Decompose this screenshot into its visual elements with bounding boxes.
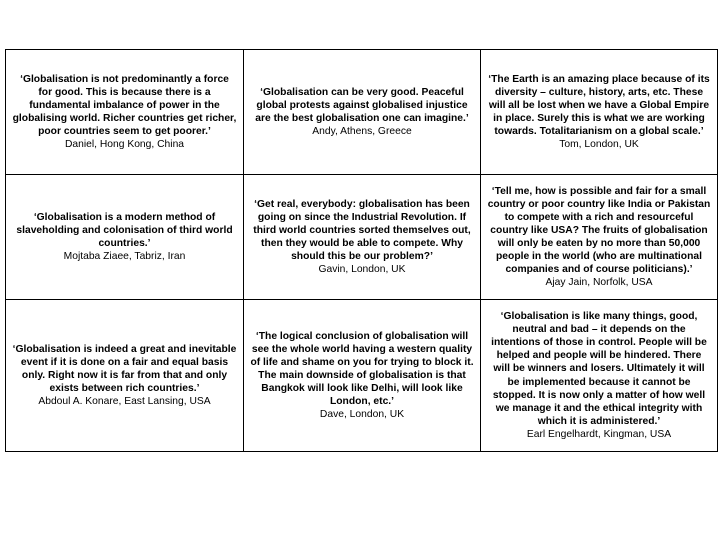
quote-cell [244,175,481,300]
quote-cell [6,175,244,300]
grid-row [6,175,718,300]
quote-text: ‘Globalisation can be very good. Peaceful global protests against globalised injustice are the best globalisation one can imagine.’ [255,86,469,124]
grid-row [6,300,718,452]
quote-cell [6,300,244,452]
quote-text: ‘The Earth is an amazing place because of its diversity – culture, history, arts, etc. These will all be lost when we have a Global Empire in place. Surely this is what we are working towards. Totalitarianism on a global scale.’ [488,73,710,138]
quote-cell [481,300,718,452]
quote-cell [6,50,244,175]
quote-author: Daniel, Hong Kong, China [64,139,185,151]
quotes-grid [5,49,718,452]
quote-cell [244,300,481,452]
quote-author: Gavin, London, UK [318,264,406,276]
quote-author: Mojtaba Ziaee, Tabriz, Iran [63,251,186,263]
quote-text: ‘Get real, everybody: globalisation has been going on since the Industrial Revolution. If third world countries sorted themselves out, then they would be able to compete. Why should this be our problem?’ [253,198,471,263]
quote-text: ‘Globalisation is a modern method of slaveholding and colonisation of third world countries.’ [16,211,233,249]
quote-author: Andy, Athens, Greece [312,126,412,138]
quote-author: Ajay Jain, Norfolk, USA [545,277,653,289]
quote-cell [481,50,718,175]
quote-text: ‘The logical conclusion of globalisation will see the whole world having a western quality of life and shame on you for trying to block it. The main downside of globalisation is that Bangkok will look like Delhi, will look like London, etc.’ [250,330,474,408]
quote-cell [481,175,718,300]
quote-author: Tom, London, UK [559,139,639,151]
quote-author: Dave, London, UK [319,409,405,421]
quote-cell [244,50,481,175]
quote-text: ‘Globalisation is indeed a great and inevitable event if it is done on a fair and equal basis only. Right now it is far from that and only exists between rich countries.’ [12,343,237,395]
grid-row [6,50,718,175]
quote-author: Earl Engelhardt, Kingman, USA [526,428,672,440]
quote-author: Abdoul A. Konare, East Lansing, USA [38,396,211,408]
quote-text: ‘Globalisation is not predominantly a force for good. This is because there is a fundamental imbalance of power in the globalising world. Richer countries get richer, poor countries seem to get poorer.’ [12,73,237,138]
quote-text: ‘Globalisation is like many things, good, neutral and bad – it depends on the intentions of those in control. People will be helped and people will be hindered. There will be winners and losers. Ultimately it will be implemented because it cannot be stopped. It is now only a matter of how well we manage it and the ethical integrity with which it is administered.’ [491,311,707,427]
quote-text: ‘Tell me, how is possible and fair for a small country or poor country like India or Pakistan to compete with a rich and resourceful country like USA? The fruits of globalisation will only be eaten by no more than 50,000 people in the world (who are multinational companies and of course politicians).’ [487,185,711,276]
